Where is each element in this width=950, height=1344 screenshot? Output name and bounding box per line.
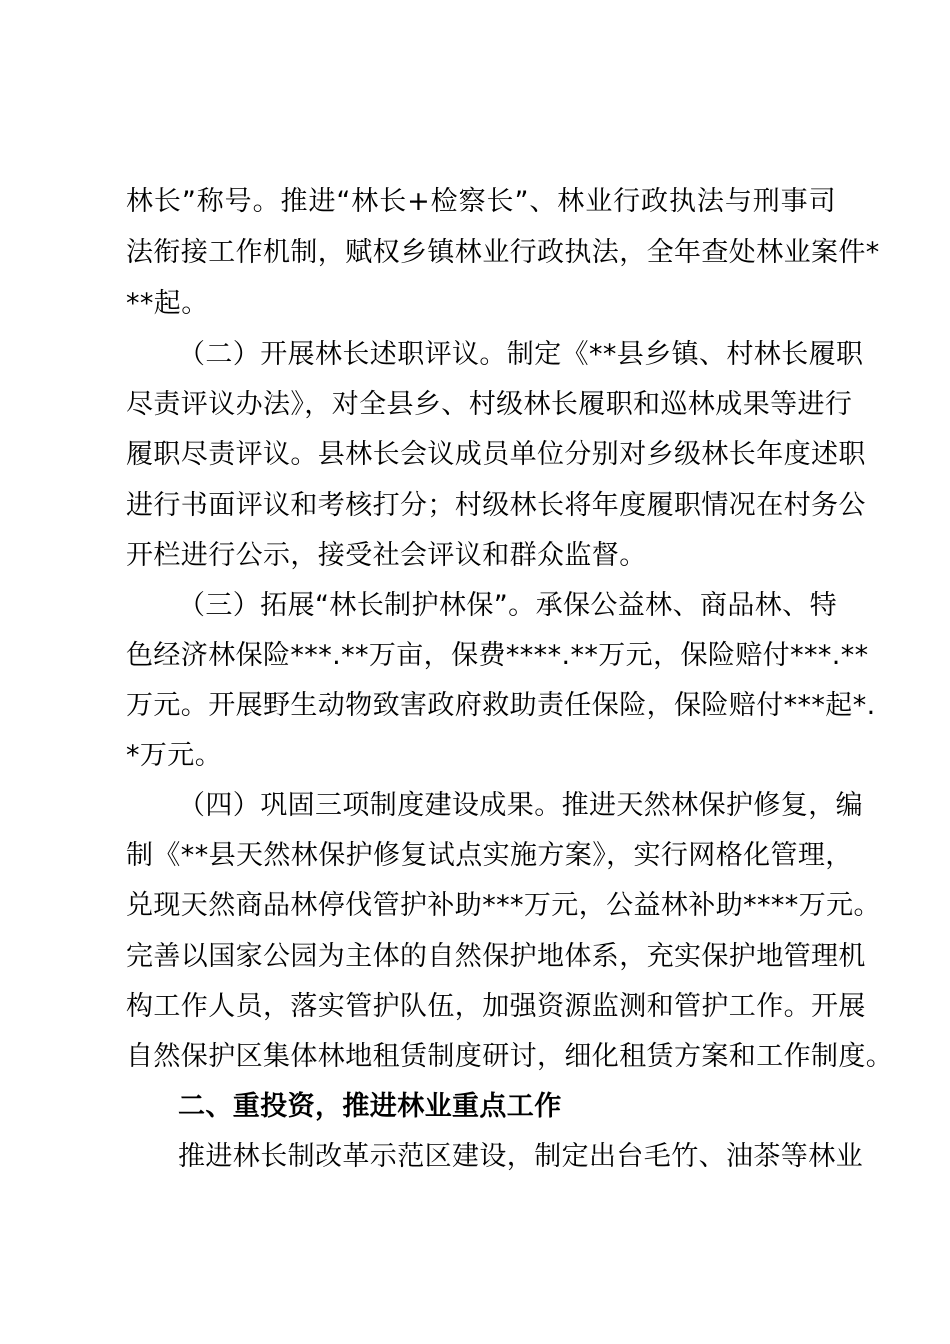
text-line: 万元。开展野生动物致害政府救助责任保险，保险赔付***起*. <box>126 690 876 721</box>
text-line: 制《**县天然林保护修复试点实施方案》，实行网格化管理， <box>126 840 853 871</box>
text-line: （二）开展林长述职评议。制定《**县乡镇、村林长履职 <box>178 339 864 370</box>
text-line: **起。 <box>126 288 209 319</box>
text-line: 林长”称号。推进“林长+检察长”、林业行政执法与刑事司 <box>126 186 836 217</box>
text-line: 进行书面评议和考核打分；村级林长将年度履职情况在村务公 <box>126 490 866 521</box>
text-line: 完善以国家公园为主体的自然保护地体系，充实保护地管理机 <box>126 941 866 972</box>
text-line: 自然保护区集体林地租赁制度研讨，细化租赁方案和工作制度。 <box>126 1041 894 1072</box>
section-heading: 二、重投资，推进林业重点工作 <box>178 1091 562 1122</box>
text-line: 履职尽责评议。县林长会议成员单位分别对乡级林长年度述职 <box>126 439 866 470</box>
text-line: 尽责评议办法》，对全县乡、村级林长履职和巡林成果等进行 <box>126 389 853 420</box>
text-line: *万元。 <box>126 740 223 771</box>
text-line: （四）巩固三项制度建设成果。推进天然林保护修复，编 <box>178 790 863 821</box>
text-line: 构工作人员，落实管护队伍，加强资源监测和管护工作。开展 <box>126 991 866 1022</box>
text-line: （三）拓展“林长制护林保”。承保公益林、商品林、特 <box>178 590 837 621</box>
text-line: 色经济林保险***.**万亩，保费****.**万元，保险赔付***.** <box>126 640 869 671</box>
text-line: 开栏进行公示，接受社会评议和群众监督。 <box>126 540 647 571</box>
text-line: 法衔接工作机制，赋权乡镇林业行政执法，全年查处林业案件* <box>126 237 880 268</box>
text-line: 兑现天然商品林停伐管护补助***万元，公益林补助****万元。 <box>126 890 881 921</box>
text-line: 推进林长制改革示范区建设，制定出台毛竹、油茶等林业 <box>178 1141 863 1172</box>
